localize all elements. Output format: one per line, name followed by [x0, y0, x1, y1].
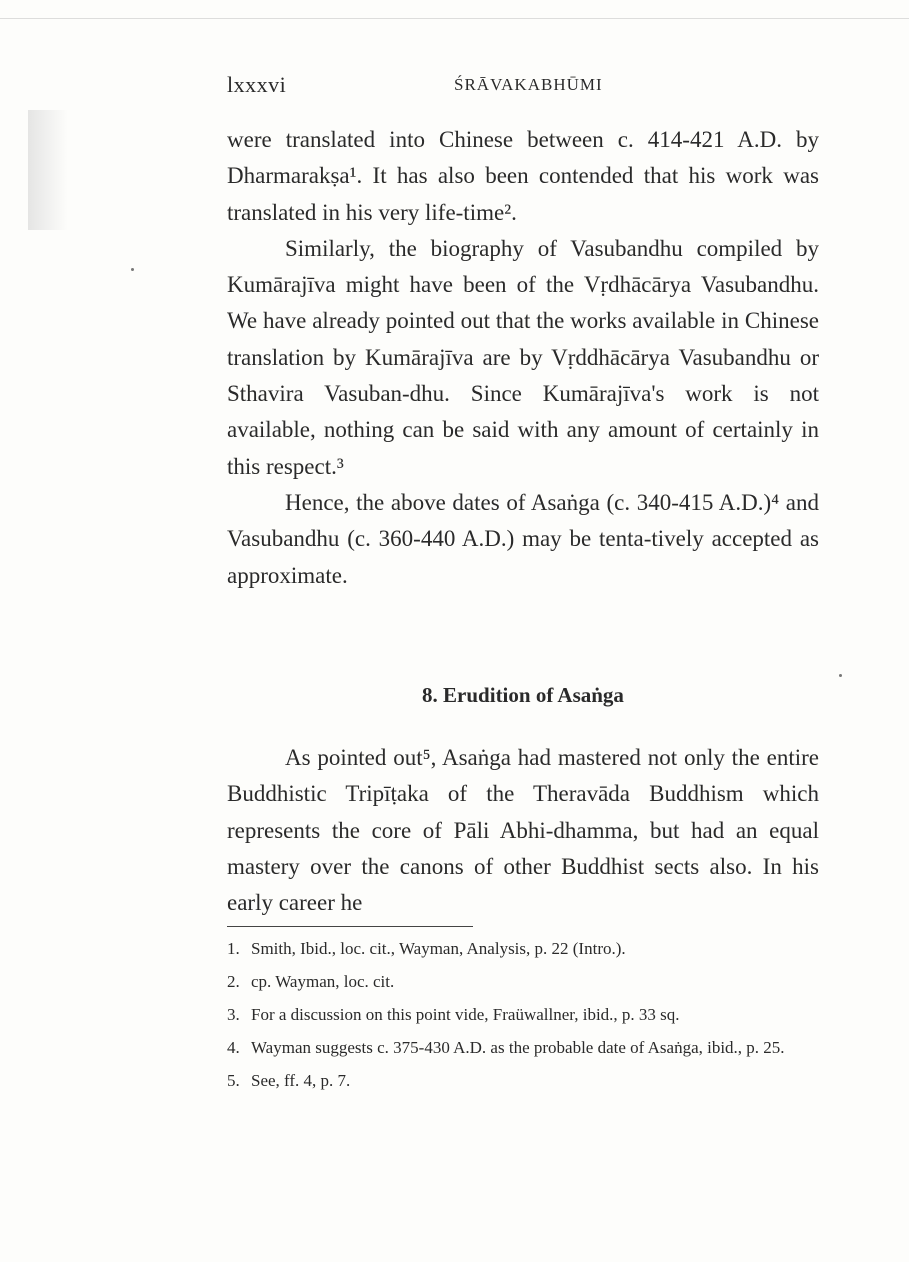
- paragraph: were translated into Chinese between c. 414-421 A.D. by Dharmarakṣa¹. It has also been contended that his work was translated in his very life-time².: [227, 127, 819, 225]
- scan-speck: [839, 674, 842, 677]
- section-heading: 8. Erudition of Asaṅga: [422, 683, 624, 707]
- paragraph: As pointed out⁵, Asaṅga had mastered not only the entire Buddhistic Tripīṭaka of the Theravāda Buddhism which represents the core of Pāli Abhi-dhamma, but had an equal mastery over the canons of other Buddhist sects also. In his early career he: [227, 745, 819, 916]
- footnote: [227, 1004, 819, 1026]
- footnote-text: See, ff. 4, p. 7.: [251, 1071, 351, 1090]
- paragraph: Hence, the above dates of Asaṅga (c. 340-415 A.D.)⁴ and Vasubandhu (c. 360-440 A.D.) may be tenta-tively accepted as approximate.: [227, 489, 819, 588]
- paragraph: Similarly, the biography of Vasubandhu compiled by Kumārajīva might have been of the Vṛdhācārya Vasubandhu. We have already pointed out that the works available in Chinese translation by Kumārajīva are by Vṛddhācārya Vasubandhu or Sthavira Vasuban-dhu. Since Kumārajīva's work is not available, nothing can be said with any amount of certainly in this respect.³: [227, 235, 819, 479]
- footnote-rule: [227, 926, 473, 927]
- footnote-text: For a discussion on this point vide, Fraüwallner, ibid., p. 33 sq.: [251, 1005, 680, 1024]
- scan-edge: [0, 18, 909, 19]
- running-head: [227, 72, 819, 96]
- footnote: [227, 1070, 819, 1092]
- footnote-number: 3.: [227, 1005, 240, 1024]
- scan-shadow: [28, 110, 68, 230]
- footnote: [227, 971, 819, 993]
- footnote-number: 5.: [227, 1071, 240, 1090]
- scan-speck: [131, 268, 134, 271]
- body-text-top: [227, 122, 819, 594]
- footnote-text: Smith, Ibid., loc. cit., Wayman, Analysis, p. 22 (Intro.).: [251, 939, 626, 958]
- footnote: [227, 1037, 819, 1059]
- footnote-number: 1.: [227, 939, 240, 958]
- running-title: ŚRĀVAKABHŪMI: [454, 75, 603, 94]
- body-text-bottom: [227, 740, 819, 921]
- footnote-number: 2.: [227, 972, 240, 991]
- footnote-text: Wayman suggests c. 375-430 A.D. as the probable date of Asaṅga, ibid., p. 25.: [251, 1038, 785, 1057]
- page-number: lxxxvi: [227, 72, 287, 97]
- footnote-text: cp. Wayman, loc. cit.: [251, 972, 395, 991]
- footnotes: [227, 938, 819, 1103]
- footnote: [227, 938, 819, 960]
- footnote-number: 4.: [227, 1038, 240, 1057]
